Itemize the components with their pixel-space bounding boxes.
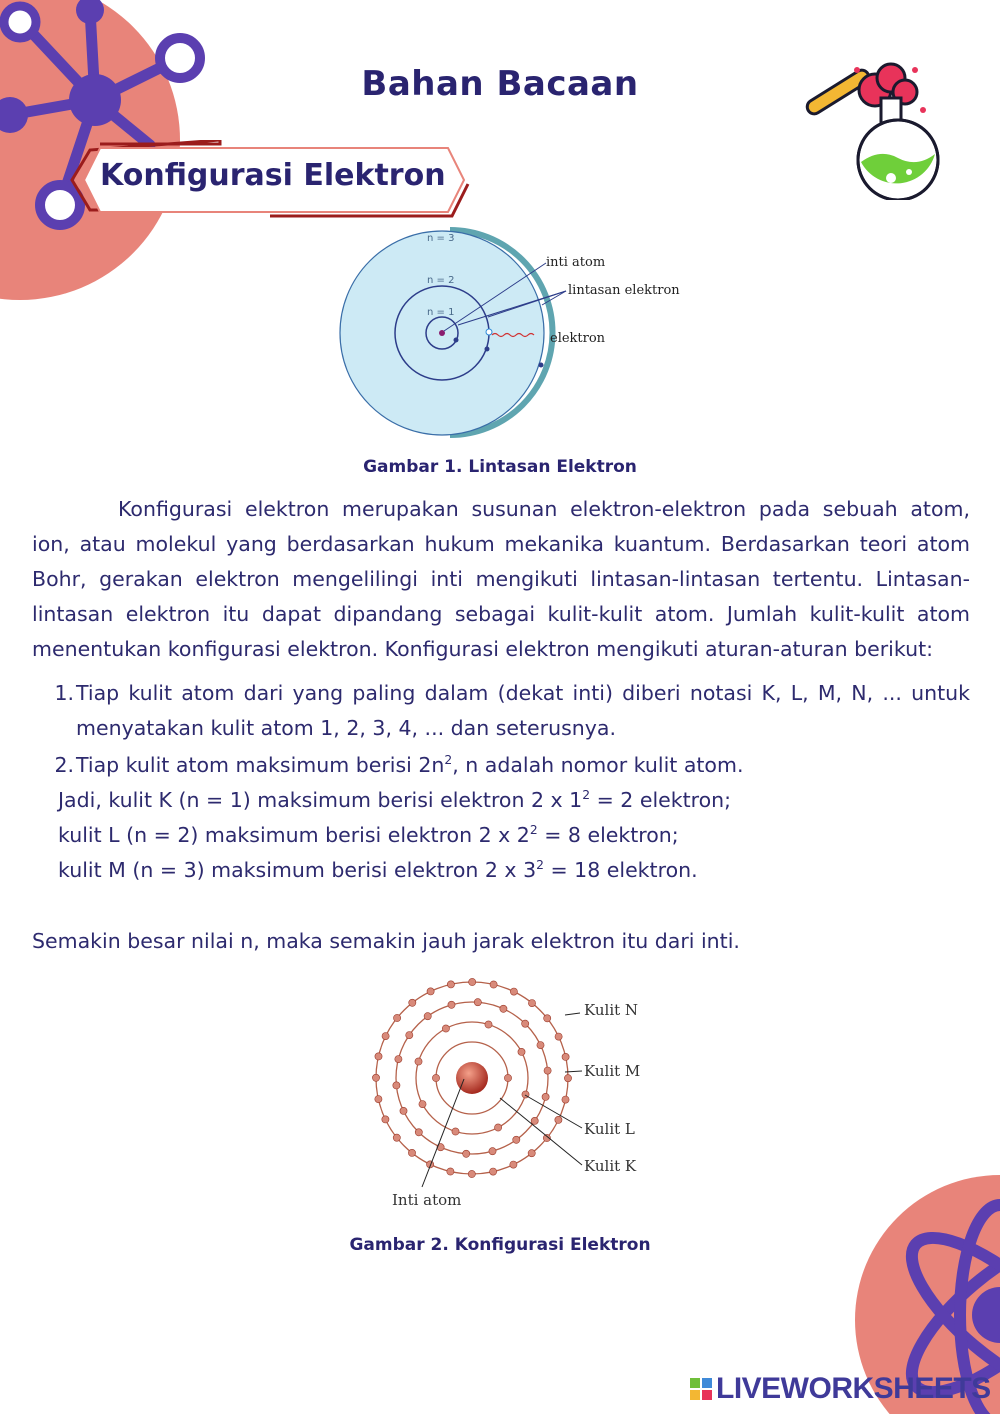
- electron-dot: [395, 1056, 402, 1063]
- electron-dot: [447, 981, 454, 988]
- electron-dot: [490, 981, 497, 988]
- electron-dot: [382, 1116, 389, 1123]
- electron-dot: [469, 978, 476, 985]
- electron-dot: [522, 1020, 529, 1027]
- label-kulit-l: Kulit L: [584, 1120, 635, 1138]
- electron-dot: [442, 1025, 449, 1032]
- electron-dot: [394, 1014, 401, 1021]
- electron-dot: [415, 1129, 422, 1136]
- electron-dot: [372, 1074, 379, 1081]
- closing-sentence: Semakin besar nilai n, maka semakin jauh jarak elektron itu dari inti.: [32, 929, 740, 953]
- example-kulit-l: kulit L (n = 2) maksimum berisi elektron 2 x $2^2 = 8$ elektron;: [58, 823, 679, 847]
- electron-dot: [555, 1116, 562, 1123]
- electron-dot: [537, 1042, 544, 1049]
- electron-dot: [463, 1150, 470, 1157]
- electron-dot: [409, 999, 416, 1006]
- electron-dot: [485, 1021, 492, 1028]
- electron-dot: [564, 1075, 571, 1082]
- brand-text: LIVEWORKSHEETS: [716, 1372, 991, 1405]
- electron-dot: [452, 1128, 459, 1135]
- electron-dot: [544, 1015, 551, 1022]
- figure-electron-orbits: [330, 225, 700, 440]
- label-inti-atom: inti atom: [546, 255, 606, 270]
- electron-dot: [406, 1032, 413, 1039]
- section-heading: Konfigurasi Elektron: [100, 158, 446, 193]
- rule-text: Tiap kulit atom maksimum berisi $2n^2$, n adalah nomor kulit atom.: [76, 753, 744, 777]
- electron-dot: [424, 1013, 431, 1020]
- electron-dot: [562, 1096, 569, 1103]
- electron-dot: [489, 1148, 496, 1155]
- electron-dot: [474, 999, 481, 1006]
- electron-dot: [513, 1136, 520, 1143]
- electron-dot: [468, 1170, 475, 1177]
- label-lintasan-elektron: lintasan elektron: [568, 283, 680, 298]
- electron-dot: [510, 1161, 517, 1168]
- electron-dot: [555, 1033, 562, 1040]
- label-kulit-n: Kulit N: [584, 1001, 639, 1019]
- liveworksheets-brand[interactable]: [690, 1372, 991, 1406]
- electron-dot: [490, 1168, 497, 1175]
- electron-dot: [528, 1150, 535, 1157]
- electron-dot: [531, 1117, 538, 1124]
- electron-dot: [427, 988, 434, 995]
- electron-dot: [510, 988, 517, 995]
- label-kulit-m: Kulit M: [584, 1062, 641, 1080]
- electron-dot: [375, 1096, 382, 1103]
- electron-dot: [528, 1000, 535, 1007]
- electron-dot: [415, 1058, 422, 1065]
- label-n3: n = 3: [427, 233, 455, 244]
- electron-dot: [419, 1101, 426, 1108]
- electron-dot: [408, 1149, 415, 1156]
- rule-number: 2.: [54, 753, 74, 777]
- page-title: Bahan Bacaan: [361, 64, 639, 104]
- label-elektron: elektron: [550, 331, 606, 346]
- figure2-caption: Gambar 2. Konfigurasi Elektron: [349, 1235, 651, 1255]
- electron-dot: [544, 1067, 551, 1074]
- electron-dot: [400, 1107, 407, 1114]
- electron-dot: [495, 1124, 502, 1131]
- label-inti-atom: Inti atom: [392, 1191, 462, 1209]
- electron-dot: [542, 1093, 549, 1100]
- example-kulit-k: Jadi, kulit K (n = 1) maksimum berisi elektron 2 x $1^2 = 2$ elektron;: [58, 788, 732, 812]
- nucleus: [456, 1062, 488, 1094]
- figure1-caption: Gambar 1. Lintasan Elektron: [363, 457, 637, 477]
- electron-dot: [382, 1033, 389, 1040]
- example-kulit-m: kulit M (n = 3) maksimum berisi elektron 2 x $3^2 = 18$ elektron.: [58, 858, 698, 882]
- label-kulit-k: Kulit K: [584, 1157, 637, 1175]
- liveworksheets-logo-icon: [690, 1378, 712, 1400]
- label-n1: n = 1: [427, 307, 455, 318]
- intro-paragraph: Konfigurasi elektron merupakan susunan elektron-elektron pada sebuah atom, ion, atau molekul yang berdasarkan hukum mekanika kuantum. Berdasarkan teori atom Bohr, gerakan elektron mengelilingi inti mengikuti lintasan-lintasan tertentu. Lintasan-lintasan elektron itu dapat dipandang sebagai kulit-kulit atom. Jumlah kulit-kulit atom menentukan konfigurasi elektron. Konfigurasi elektron mengikuti aturan-aturan berikut:: [32, 497, 970, 661]
- figure-electron-configuration: [360, 975, 660, 1215]
- electron-dot: [504, 1074, 511, 1081]
- electron-dot: [518, 1048, 525, 1055]
- electron-dot: [447, 1168, 454, 1175]
- electron-dot: [393, 1082, 400, 1089]
- label-n2: n = 2: [427, 275, 455, 286]
- electron-dot: [375, 1053, 382, 1060]
- electron-dot: [562, 1053, 569, 1060]
- electron-dot: [432, 1074, 439, 1081]
- electron-dot: [393, 1134, 400, 1141]
- electron-dot: [500, 1005, 507, 1012]
- rule-text: Tiap kulit atom dari yang paling dalam (dekat inti) diberi notasi K, L, M, N, ... untuk menyatakan kulit atom 1, 2, 3, 4, ... dan seterusnya.: [76, 681, 970, 740]
- electron-dot: [448, 1001, 455, 1008]
- rule-number: 1.: [54, 681, 74, 705]
